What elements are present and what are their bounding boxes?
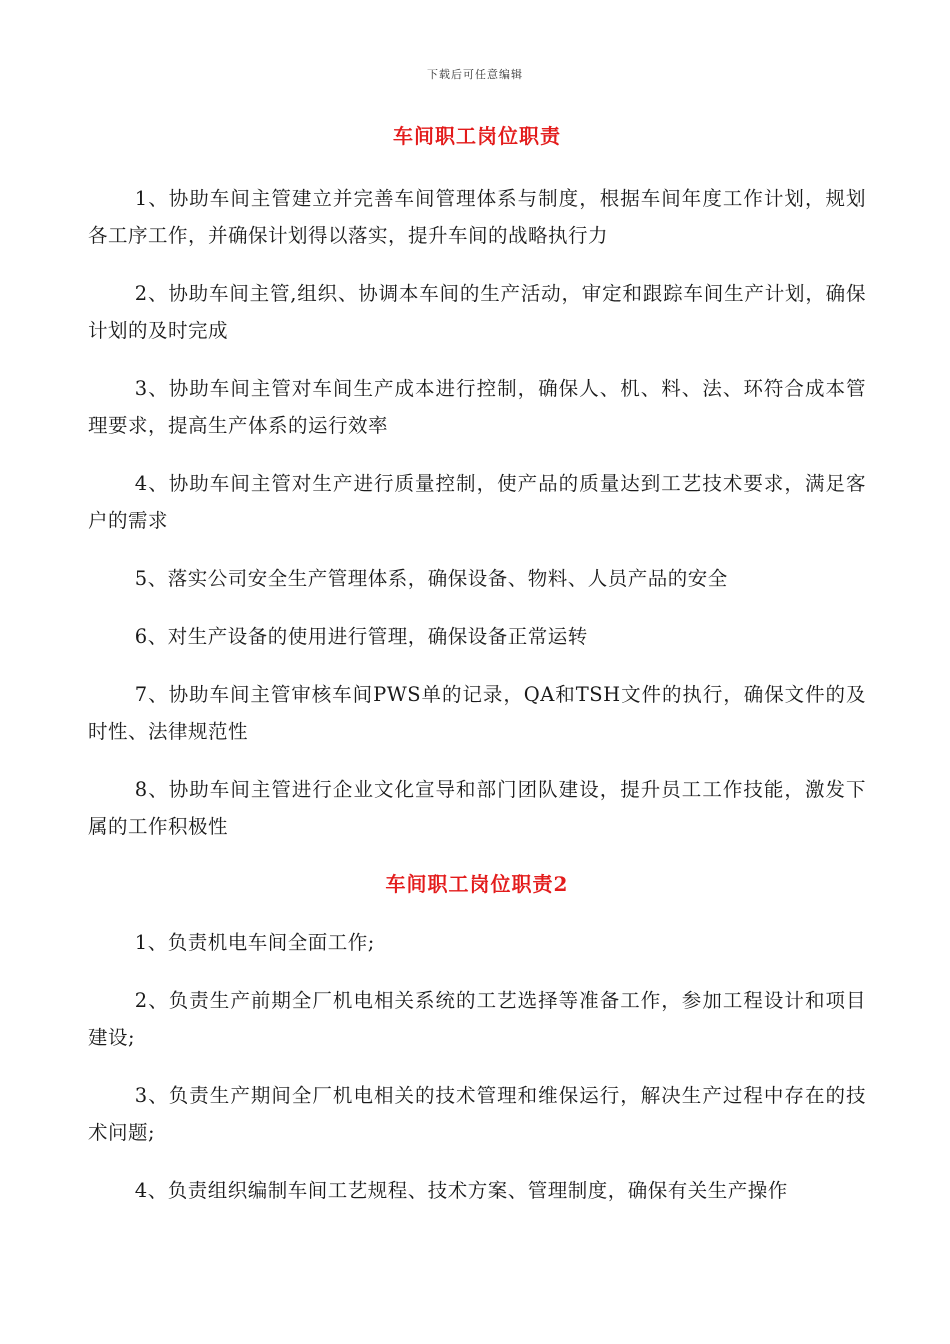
section-title: 车间职工岗位职责2 <box>385 872 569 896</box>
section-title: 车间职工岗位职责 <box>393 124 561 148</box>
duty-item: 7、协助车间主管审核车间PWS单的记录，QA和TSH文件的执行，确保文件的及时性、法律规范性 <box>88 683 866 743</box>
duty-item: 5、落实公司安全生产管理体系，确保设备、物料、人员产品的安全 <box>134 567 728 590</box>
duty-item: 8、协助车间主管进行企业文化宣导和部门团队建设，提升员工工作技能，激发下属的工作积极性 <box>88 778 866 838</box>
header-note: 下载后可任意编辑 <box>427 68 523 81</box>
duty-item: 2、协助车间主管,组织、协调本车间的生产活动，审定和跟踪车间生产计划，确保计划的及时完成 <box>88 282 866 342</box>
duty-item: 4、协助车间主管对生产进行质量控制，使产品的质量达到工艺技术要求，满足客户的需求 <box>88 472 866 532</box>
duty-item: 4、负责组织编制车间工艺规程、技术方案、管理制度，确保有关生产操作 <box>134 1179 788 1202</box>
duty-item: 2、负责生产前期全厂机电相关系统的工艺选择等准备工作，参加工程设计和项目建设; <box>88 989 866 1049</box>
duty-item: 3、协助车间主管对车间生产成本进行控制，确保人、机、料、法、环符合成本管理要求，提高生产体系的运行效率 <box>88 377 866 437</box>
duty-item: 1、负责机电车间全面工作; <box>134 931 375 954</box>
duty-item: 1、协助车间主管建立并完善车间管理体系与制度，根据车间年度工作计划，规划各工序工作，并确保计划得以落实，提升车间的战略执行力 <box>88 187 866 247</box>
duty-item: 3、负责生产期间全厂机电相关的技术管理和维保运行，解决生产过程中存在的技术问题; <box>88 1084 866 1144</box>
document-body <box>88 118 866 1230</box>
duty-item: 6、对生产设备的使用进行管理，确保设备正常运转 <box>134 625 588 648</box>
